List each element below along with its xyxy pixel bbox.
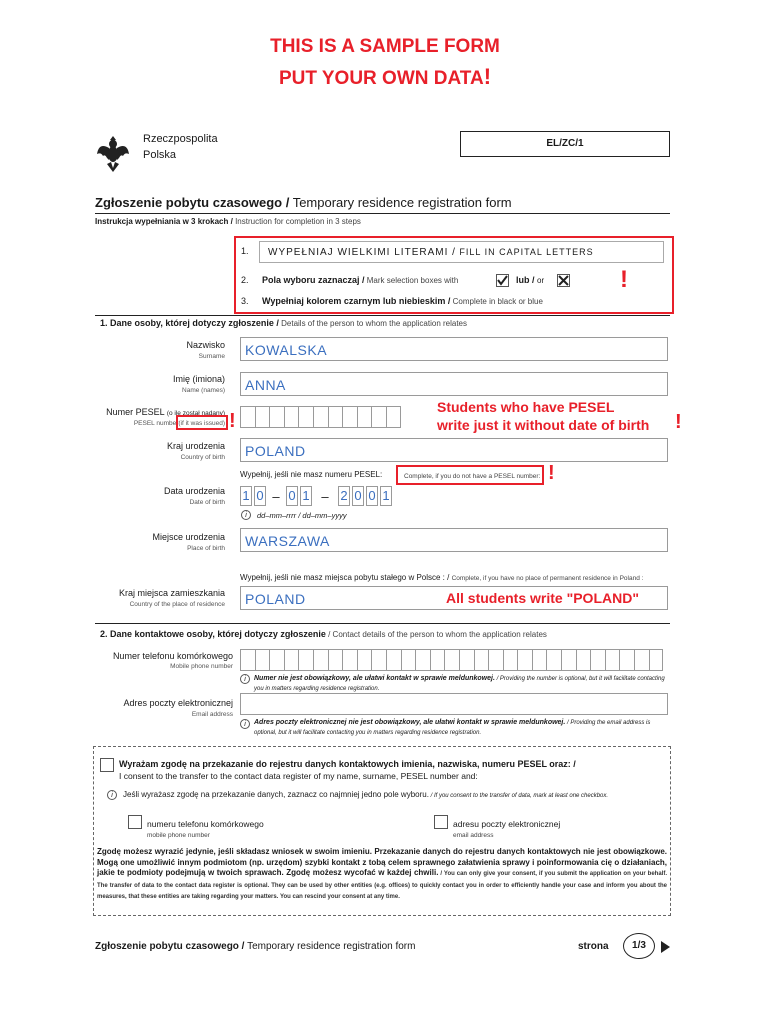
step2-text — [262, 275, 458, 285]
birth-place-label: Miejsce urodzenia — [152, 532, 225, 542]
title-divider — [95, 213, 670, 214]
phone-cell[interactable] — [546, 649, 561, 671]
footer-title — [95, 941, 415, 952]
dob-year-cell[interactable]: 1 — [380, 486, 392, 506]
pesel-label-note: (o ile został nadany) — [166, 410, 225, 417]
consent-checkbox[interactable] — [100, 758, 114, 772]
consent-paragraph — [97, 847, 667, 903]
country-name-2: Polska — [143, 149, 177, 161]
pesel-label-pl: Numer PESEL — [106, 407, 165, 417]
dob-year-cell[interactable]: 2 — [338, 486, 350, 506]
instructions-heading — [95, 217, 361, 226]
pesel-cell[interactable] — [342, 406, 357, 428]
consent-email-checkbox[interactable] — [434, 815, 448, 829]
step3-en: Complete in black or blue — [450, 297, 543, 306]
email-label-en: Email address — [191, 711, 233, 718]
birth-place-label-en: Place of birth — [187, 545, 225, 552]
steps-excl-text: ! — [620, 266, 628, 293]
phone-cell[interactable] — [298, 649, 313, 671]
no-perm-en: Complete, if you have no place of permanent residence in Poland : — [451, 575, 644, 582]
form-title-pl: Zgłoszenie pobytu czasowego / — [95, 195, 290, 210]
banner-line2-text: PUT YOUR OWN DATA — [278, 68, 484, 89]
phone-cell[interactable] — [342, 649, 357, 671]
phone-cell[interactable] — [284, 649, 299, 671]
phone-input[interactable] — [240, 649, 663, 671]
phone-cell[interactable] — [444, 649, 459, 671]
eagle-emblem-icon — [95, 132, 131, 174]
pesel-label-en-b: (if it was issued) — [178, 420, 225, 427]
cross-example-box — [557, 274, 570, 287]
birth-country-input[interactable]: POLAND — [240, 438, 668, 462]
consent-title-en: I consent to the transfer to the contact data register of my name, surname, PESEL number and: — [119, 771, 478, 781]
step2-en: Mark selection boxes with — [364, 276, 459, 285]
phone-cell[interactable] — [415, 649, 430, 671]
consent-para-pl: Zgodę możesz wyrazić jedynie, jeśli składasz wniosek w swoim imieniu. Przekazanie danych do rejestru danych kontaktowych nie jest obowiązkowe. Mogą one umożliwić innym podmiotom (np. urzędom) szybki kontakt z tobą celem sprawnego załatwienia sprawy i poinformowania cię o działaniach, jakie te podmioty podejmują w twoich sprawach. Zgodę możesz wycofać w każdej chwili. — [97, 847, 667, 877]
page-label: strona — [578, 941, 609, 952]
pesel-issued-highlight — [176, 415, 228, 430]
dob-format-hint: dd–mm–rrrr / dd–mm–yyyy — [257, 511, 347, 520]
email-input[interactable] — [240, 693, 668, 715]
instr-pl: Instrukcja wypełniania w 3 krokach / — [95, 217, 233, 226]
birth-place-input[interactable]: WARSZAWA — [240, 528, 668, 552]
phone-label-en: Mobile phone number — [170, 663, 233, 670]
dob-day-cell[interactable]: 0 — [254, 486, 266, 506]
consent-email-label-en: email address — [453, 832, 494, 839]
dob-year-cell[interactable]: 0 — [366, 486, 378, 506]
footer-title-pl: Zgłoszenie pobytu czasowego / — [95, 941, 245, 952]
phone-cell[interactable] — [576, 649, 591, 671]
email-info — [254, 718, 668, 738]
step1-box — [259, 241, 664, 263]
pesel-cell[interactable] — [269, 406, 284, 428]
step2-number: 2. — [241, 275, 249, 285]
pesel-cell[interactable] — [298, 406, 313, 428]
phone-cell[interactable] — [430, 649, 445, 671]
no-perm-pl: Wypełnij, jeśli nie masz miejsca pobytu stałego w Polsce : — [240, 573, 445, 582]
consent-para-en: / You can only give your consent, if you submit the application on your behalf. The transfer of data to the contact data register is optional. They can be used by other entities (e.g. offices) to quickly contact you in order to efficiently handle your case and inform you about the measures, that these entities are taking regarding your matters. You can rescind your consent at any time. — [97, 871, 668, 900]
phone-cell[interactable] — [649, 649, 664, 671]
birth-country-label-en: Country of birth — [180, 454, 225, 461]
consent-info-pl: Jeśli wyrażasz zgodę na przekazanie danych, zaznacz co najmniej jedno pole wyboru. — [123, 790, 429, 799]
step3-pl: Wypełniaj kolorem czarnym lub niebieskim / — [262, 296, 451, 306]
no-pesel-instruction: Wypełnij, jeśli nie masz numeru PESEL: — [240, 470, 383, 479]
consent-info-en: / If you consent to the transfer of data, mark at least one checkbox. — [428, 793, 609, 799]
pesel-cell[interactable] — [328, 406, 343, 428]
dob-label: Data urodzenia — [163, 486, 225, 496]
phone-cell[interactable] — [605, 649, 620, 671]
poland-note: All students write "POLAND" — [446, 590, 639, 606]
no-pesel-excl — [548, 462, 555, 485]
phone-cell[interactable] — [255, 649, 270, 671]
phone-cell[interactable] — [401, 649, 416, 671]
section2-divider — [95, 623, 670, 624]
pesel-note-excl — [675, 411, 682, 434]
section1-title-en: Details of the person to whom the application relates — [278, 319, 467, 328]
pesel-note-line2: write just it without date of birth — [437, 417, 650, 433]
cross-icon — [558, 275, 569, 286]
surname-label: Nazwisko — [186, 340, 225, 350]
dob-day-cell[interactable]: 1 — [240, 486, 252, 506]
phone-info-pl: Numer nie jest obowiązkowy, ale ułatwi kontakt w sprawie meldunkowej. — [254, 675, 495, 682]
phone-label: Numer telefonu komórkowego — [112, 651, 233, 661]
section1-title — [100, 318, 467, 328]
surname-input[interactable]: KOWALSKA — [240, 337, 668, 361]
step2-or-en: or — [537, 276, 545, 285]
phone-cell[interactable] — [328, 649, 343, 671]
info-icon: i — [107, 790, 117, 800]
dob-year-cell[interactable]: 0 — [352, 486, 364, 506]
name-label-en: Name (names) — [182, 387, 225, 394]
res-country-input[interactable]: POLAND — [240, 586, 668, 610]
phone-cell[interactable] — [561, 649, 576, 671]
no-perm-sep: / — [444, 573, 452, 582]
phone-cell[interactable] — [313, 649, 328, 671]
sample-banner-line2 — [0, 64, 770, 90]
dob-month-cell[interactable]: 0 — [286, 486, 298, 506]
form-code-box: EL/ZC/1 — [460, 131, 670, 157]
section1-title-pl: 1. Dane osoby, której dotyczy zgłoszenie / — [100, 318, 279, 328]
phone-cell[interactable] — [634, 649, 649, 671]
checkmark-icon — [497, 275, 508, 286]
pesel-note-line1: Students who have PESEL — [437, 399, 615, 415]
step3-text — [262, 296, 543, 306]
page-number-badge: 1/3 — [623, 933, 655, 959]
info-icon: i — [240, 719, 250, 729]
sample-banner-line1: THIS IS A SAMPLE FORM — [270, 36, 500, 57]
checkmark-example-box — [496, 274, 509, 287]
section2-title — [100, 629, 547, 639]
pesel-cell[interactable] — [386, 406, 401, 428]
section1-divider — [95, 315, 670, 316]
form-title — [95, 195, 512, 210]
dob-label-en: Date of birth — [189, 499, 225, 506]
pesel-note-excl-text: ! — [675, 411, 682, 433]
pesel-excl — [229, 410, 236, 433]
country-name-1: Rzeczpospolita — [143, 133, 218, 145]
phone-cell[interactable] — [517, 649, 532, 671]
phone-cell[interactable] — [371, 649, 386, 671]
consent-info — [123, 790, 663, 801]
phone-cell[interactable] — [503, 649, 518, 671]
consent-phone-checkbox[interactable] — [128, 815, 142, 829]
email-info-pl: Adres poczty elektronicznej nie jest obowiązkowy, ale ułatwi kontakt w sprawie meldunkowej. — [254, 719, 566, 726]
dob-sep: – — [272, 488, 280, 504]
pesel-label-en-a: PESEL number — [133, 420, 179, 427]
no-perm-residence-instruction — [240, 573, 643, 582]
pesel-excl-text: ! — [229, 410, 236, 432]
pesel-cell[interactable] — [284, 406, 299, 428]
pesel-cell[interactable] — [357, 406, 372, 428]
step1-number: 1. — [241, 246, 249, 256]
res-country-label-en: Country of the place of residence — [129, 601, 225, 608]
phone-info — [254, 674, 668, 694]
footer-title-en: Temporary residence registration form — [244, 941, 416, 952]
info-icon: i — [241, 510, 251, 520]
pesel-input[interactable] — [240, 406, 401, 428]
step1-en: FILL IN CAPITAL LETTERS — [455, 247, 594, 257]
no-pesel-excl-text: ! — [548, 462, 555, 484]
consent-phone-label-en: mobile phone number — [147, 832, 210, 839]
no-pesel-instruction-en: Complete, if you do not have a PESEL number: — [404, 473, 541, 480]
dob-month-cell[interactable]: 1 — [300, 486, 312, 506]
phone-info-en: / Providing the number is optional, but it will facilitate contacting you in matters regarding residence registration. — [254, 676, 665, 692]
phone-cell[interactable] — [269, 649, 284, 671]
next-page-arrow-icon[interactable] — [661, 941, 670, 953]
pesel-cell[interactable] — [313, 406, 328, 428]
phone-cell[interactable] — [619, 649, 634, 671]
step3-number: 3. — [241, 296, 249, 306]
banner-excl: ! — [483, 64, 492, 89]
email-info-en: / Providing the email address is optional, but it will facilitate contacting you in matters regarding residence registration. — [254, 720, 651, 736]
step2-sep — [516, 275, 544, 285]
surname-label-en: Surname — [198, 353, 225, 360]
pesel-cell[interactable] — [240, 406, 255, 428]
info-icon: i — [240, 674, 250, 684]
steps-exclamation — [620, 266, 628, 294]
birth-country-label: Kraj urodzenia — [166, 441, 225, 451]
pesel-cell[interactable] — [371, 406, 386, 428]
phone-cell[interactable] — [474, 649, 489, 671]
step2-or-pl: lub / — [516, 275, 535, 285]
pesel-cell[interactable] — [255, 406, 270, 428]
phone-cell[interactable] — [386, 649, 401, 671]
instr-en: Instruction for completion in 3 steps — [232, 217, 361, 226]
phone-cell[interactable] — [357, 649, 372, 671]
step2-pl: Pola wyboru zaznaczaj / — [262, 275, 365, 285]
dob-sep: – — [321, 488, 329, 504]
phone-cell[interactable] — [488, 649, 503, 671]
phone-cell[interactable] — [240, 649, 255, 671]
consent-title: Wyrażam zgodę na przekazanie do rejestru danych kontaktowych imienia, nazwiska, numeru PESEL oraz: / — [119, 759, 576, 769]
phone-cell[interactable] — [532, 649, 547, 671]
phone-cell[interactable] — [590, 649, 605, 671]
phone-cell[interactable] — [459, 649, 474, 671]
consent-email-label: adresu poczty elektronicznej — [453, 819, 561, 829]
section2-title-pl: 2. Dane kontaktowe osoby, której dotyczy zgłoszenie — [100, 629, 326, 639]
email-label: Adres poczty elektronicznej — [123, 698, 233, 708]
dob-input[interactable] — [240, 486, 392, 506]
res-country-label: Kraj miejsca zamieszkania — [118, 588, 225, 598]
name-input[interactable]: ANNA — [240, 372, 668, 396]
step1-pl: WYPEŁNIAJ WIELKIMI LITERAMI / — [268, 247, 456, 258]
section2-title-en: / Contact details of the person to whom the application relates — [325, 630, 547, 639]
name-label: Imię (imiona) — [172, 374, 225, 384]
form-title-en: Temporary residence registration form — [289, 195, 512, 210]
consent-phone-label: numeru telefonu komórkowego — [147, 819, 264, 829]
